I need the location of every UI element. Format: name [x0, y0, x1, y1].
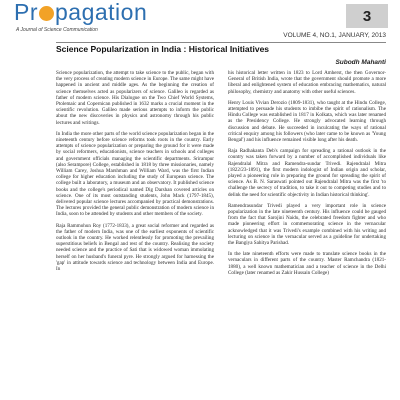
- paragraph: his historical letter written in 1823 to Lord Amherst, the then Governor-General of British India, wrote that the government should promote a more liberal and enlightened system of education embracing mathematics, natural philosophy, chemistry and anatomy with other useful sciences.: [228, 70, 386, 95]
- journal-tagline: A Journal of Science Communication: [16, 27, 98, 33]
- paragraph: In the late nineteenth efforts were made to translate science books in the vernaculars in different parts of the country. Master Ramchandra (1821-1880), a well known mathematician and a teacher of science in the Delhi College (later renamed as Zakir Hussain College): [228, 251, 386, 276]
- left-column: [56, 70, 214, 396]
- paragraph: Ramendrasundar Trivedi played a very important role in science popularization in the late nineteenth century. His influence could be gauged from the fact that Sarojini Naidu, the celebrated freedom fighter and who made pioneering effort in commemorating science in the vernacular acknowledged that it was Trivedi's example combined with his writing and lecturing on science in the vernacular served as a guideline for undertaking the Bangiya Sahitya Parishad.: [228, 202, 386, 247]
- journal-logo: [14, 1, 147, 24]
- paragraph: Raja Rammohun Roy (1772-1833), a great social reformer and regarded as the father of modern India, was one of the earliest exponents of scientific outlook in the country. He worked relentlessly for promoting the prevailing superstitious beliefs in Bengal and rest of the country. Realising the society needed science and the practice of Sati that is widowed woman immolating herself on her husband's funeral pyre. He strongly argued for harnessing the 'gap' in attitude towards science and technology between India and Europe. In: [56, 222, 214, 273]
- paragraph: Henry Louis Vivian Derozio (1809-1831), who taught at the Hindu College, attempted to persuade his students to imbibe the spirit of rationalism. The Hindu College was established in 1817 in Kolkata, which was later renamed as the Presidency College. He strongly advocated learning through discussion and debate. He succeeded in inculcating the ways of rational critical enquiry among his followers (who later came to be known as 'Young Bengal') and his influence remained visible long after his death.: [228, 99, 386, 144]
- paragraph: Science popularization, the attempt to take science to the public, began with the very process of creating modern science in Europe. The same might have happened in ancient and middle ages. As the beginning the creation of science themselves acted as popularizers of science. Galileo is regarded as father of modern science. His Dialogue on the Two Chief World Systems, Ptolemaic and Copernican published in 1632 marks a crucial moment in the scientific revolution. Galileo made serious attempts to inform the public about the new discoveries in physics and astronomy through his public lectures and writings.: [56, 70, 214, 126]
- logo-text-end: pagation: [55, 0, 148, 25]
- header-rule: [56, 42, 386, 43]
- logo-text-start: Pr: [14, 0, 38, 25]
- article-title: Science Popularization in India : Historical Initiatives: [56, 44, 270, 54]
- article-author: Subodh Mahanti: [335, 59, 386, 66]
- logo-orange-dot: [39, 6, 54, 21]
- volume-line: VOLUME 4, NO.1, JANUARY, 2013: [283, 32, 386, 39]
- page-number: 3: [346, 4, 388, 28]
- right-column: [228, 70, 386, 396]
- paragraph: Raja Radhakanta Deb's campaign for spreading a rational outlook in the country was taken forward by a number of accomplished individuals like Rajendralal Mitra and Ramendra-sundar Trivedi. Rajendralal Mitra (1822/23-1891), the first modern indologist of Indian origin and scholar, played a pioneering role in preparing the ground for spreading the spirit of science. As B. N. Saraswati pointed out Rajendralal Mitra was the first 'to challenge the secrecy of tradition, to take it out to competing studies and to delink the need for scientific objectivity in Indian historical thinking'.: [228, 148, 386, 198]
- paragraph: In India the more other parts of the world science popularization began in the nineteenth century before science reforms took roots in the country. Early attempts of science popularization or preparing the ground for it were made by social reformers, educationists, science teachers in schools and colleges and government officials managing the scientific departments. Srirampur (also Serampore) College, established in 1818 by three missionaries, namely William Carey, Joshua Marshman and William Ward, was the first Indian college for higher education including the study of European science. The college built a laboratory, a museum and an observatory. It published science books and the college's periodical named Dig Darshan covered articles on science. One of its most outstanding students, John Mack (1797-1845), delivered popular science lectures accompanied by practical demonstrations. The lectures provided the general public demonstration of modern science in India, soon to be attended by students and other members of the society.: [56, 130, 214, 218]
